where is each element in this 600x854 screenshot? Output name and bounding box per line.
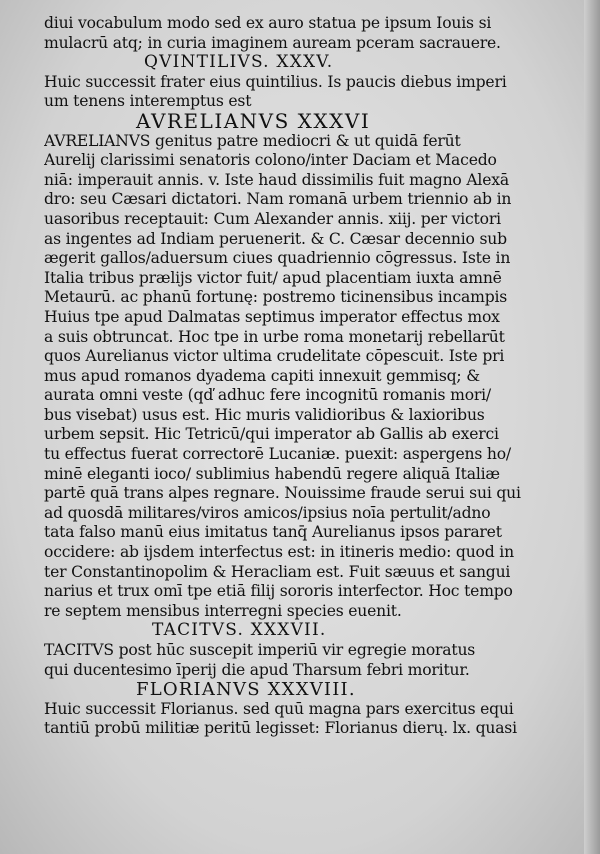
page-gutter-shadow xyxy=(584,0,600,854)
text-line: narius et trux omī tpe etiā filij sororis interfector. Hoc tempo xyxy=(44,582,513,601)
section-heading: AVRELIANVS XXXVI xyxy=(136,108,371,133)
text-line: um tenens interemptus est xyxy=(44,92,252,111)
text-line: mus apud romanos dyadema capiti innexuit gemmisq; & xyxy=(44,366,480,385)
text-line: niā: imperauit annis. v. Iste haud dissimilis fuit magno Alexā xyxy=(44,170,509,189)
text-line: Metaurū. ac phanū fortunę: postremo ticinensibus incampis xyxy=(44,288,508,307)
text-line: mulacrū atq; in curia imaginem auream pceram sacrauere. xyxy=(44,33,501,52)
text-line: occidere: ab ijsdem interfectus est: in itineris medio: quod in xyxy=(44,543,514,562)
section-heading: FLORIANVS XXXVIII. xyxy=(136,679,356,701)
text-line: a suis obtruncat. Hoc tpe in urbe roma monetarij rebellarūt xyxy=(44,327,505,346)
text-line: bus visebat) usus est. Hic muris validioribus & laxioribus xyxy=(44,405,485,424)
text-line: partē quā trans alpes regnare. Nouissime fraude serui sui qui xyxy=(44,484,521,503)
text-line: minē eleganti ioco/ sublimius habendū regere aliquā Italiæ xyxy=(44,464,500,483)
text-line: dro: seu Cæsari dictatori. Nam romanā urbem triennio ab in xyxy=(44,190,512,209)
text-line: Huius tpe apud Dalmatas septimus imperator effectus mox xyxy=(44,307,500,326)
text-line: urbem sepsit. Hic Tetricū/qui imperator ab Gallis ab exerci xyxy=(44,425,499,444)
text-line: tantiū probū militiæ peritū legisset: Florianus dierų. lx. quasi xyxy=(44,719,517,738)
text-line: tata falso manū eius imitatus tanq̄ Aurelianus ipsos pararet xyxy=(44,523,502,542)
text-line: tu effectus fuerat correctorē Lucaniæ. puexit: aspergens ho/ xyxy=(44,445,511,464)
text-line: aurata omni veste (qď adhuc fere incognitū romanis mori/ xyxy=(44,386,491,405)
text-line: ad quosdā militares/viros amicos/ipsius noīa pertulit/adno xyxy=(44,503,491,522)
text-line: re septem mensibus interregni species euenit. xyxy=(44,601,402,620)
text-line: AVRELIANVS genitus patre mediocri & ut quidā ferūt xyxy=(44,131,461,150)
latin-text-block xyxy=(44,14,564,739)
text-line: quos Aurelianus victor ultima crudelitate cōpescuit. Iste pri xyxy=(44,347,505,366)
text-line: Huic successit Florianus. sed quū magna pars exercitus equi xyxy=(44,699,514,718)
text-line: diui vocabulum modo sed ex auro statua pe ipsum Iouis si xyxy=(44,14,492,32)
text-line: as ingentes ad Indiam peruenerit. & C. Cæsar decennio sub xyxy=(44,229,507,248)
text-line: uasoribus receptauit: Cum Alexander annis. xiij. per victori xyxy=(44,209,501,228)
text-line: TACITVS post hūc suscepit imperiū vir egregie moratus xyxy=(44,641,476,659)
section-heading: QVINTILIVS. XXXV. xyxy=(144,52,334,73)
section-heading: TACITVS. XXXVII. xyxy=(152,620,327,641)
text-line: Italia tribus prælijs victor fuit/ apud placentiam iuxta amnē xyxy=(44,268,502,287)
text-line: ter Constantinopolim & Heracliam est. Fuit sæuus et sangui xyxy=(44,562,511,581)
text-line: qui ducentesimo īperij die apud Tharsum febri moritur. xyxy=(44,660,470,679)
text-line: Aurelij clarissimi senatoris colono/inter Daciam et Macedo xyxy=(44,151,497,170)
text-line: Huic successit frater eius quintilius. Is paucis diebus imperi xyxy=(44,72,507,91)
text-line: ægerit gallos/aduersum ciues quadriennio cōgressus. Iste in xyxy=(44,249,511,268)
